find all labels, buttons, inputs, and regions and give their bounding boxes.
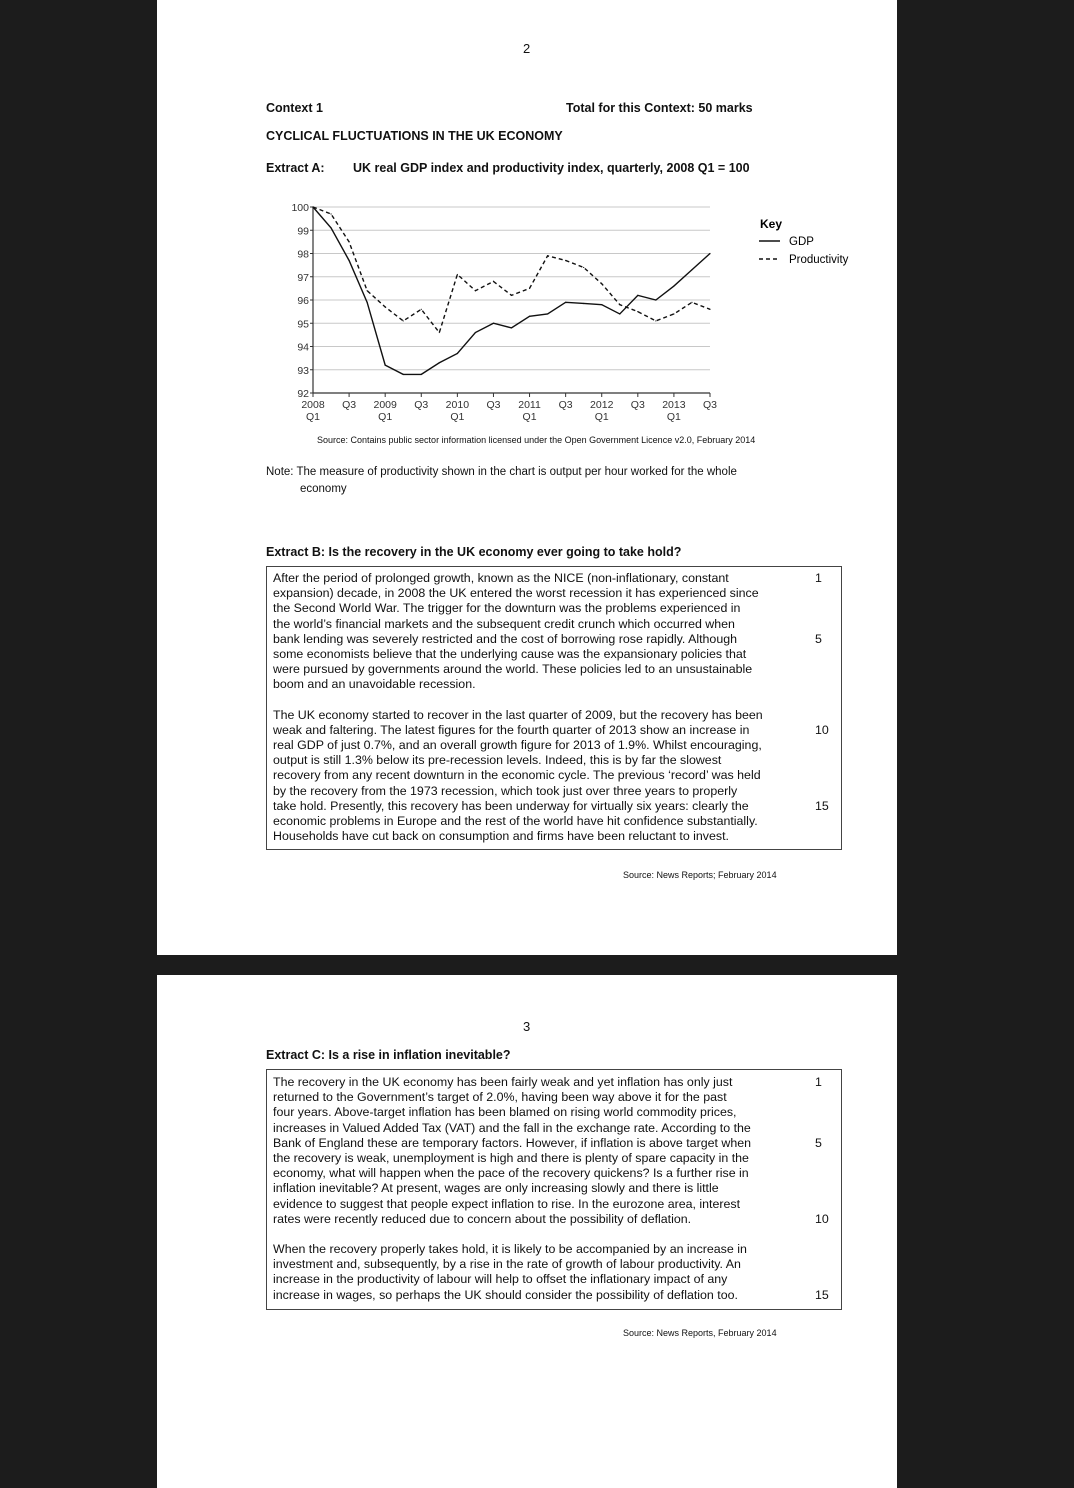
y-tick-label: 96 (297, 295, 309, 307)
extract-c-source: Source: News Reports, February 2014 (623, 1328, 777, 1338)
text-line (267, 1105, 841, 1120)
x-tick-label: Q3 (414, 399, 429, 411)
legend-label: Productivity (789, 254, 849, 266)
line-text: Bank of England these are temporary factors. However, if inflation is above target when (273, 1135, 751, 1150)
text-line (267, 814, 841, 829)
text-line (267, 723, 841, 738)
text-line (267, 1197, 841, 1212)
text-line (267, 677, 841, 692)
data-point (348, 260, 349, 261)
x-tick-label: Q3 (342, 399, 357, 411)
data-point (565, 302, 566, 303)
text-line (267, 586, 841, 601)
extract-a-title: UK real GDP index and productivity index, quarterly, 2008 Q1 = 100 (353, 161, 750, 175)
x-tick-label: 2008 (301, 399, 325, 411)
data-point (673, 285, 674, 286)
data-point (601, 283, 602, 284)
context-label: Context 1 (266, 101, 323, 115)
data-point (673, 313, 674, 314)
total-marks: Total for this Context: 50 marks (566, 101, 753, 115)
text-line (267, 708, 841, 723)
x-tick-label: Q1 (522, 411, 537, 423)
data-point (403, 320, 404, 321)
data-point (439, 332, 440, 333)
data-point (709, 253, 710, 254)
line-text: weak and faltering. The latest figures for the fourth quarter of 2013 show an increase in (273, 722, 750, 737)
line-text: increase in wages, so perhaps the UK should consider the possibility of deflation too. (273, 1287, 738, 1302)
data-point (529, 316, 530, 317)
data-point (583, 303, 584, 304)
text-line (267, 768, 841, 783)
line-number: 10 (815, 1211, 829, 1226)
data-point (385, 365, 386, 366)
note-line-2: economy (300, 483, 347, 495)
data-point (421, 309, 422, 310)
data-point (511, 295, 512, 296)
x-tick-label: Q3 (558, 399, 573, 411)
text-line (267, 662, 841, 677)
data-point (619, 313, 620, 314)
line-number: 1 (815, 1075, 822, 1089)
line-text: boom and an unavoidable recession. (273, 677, 476, 692)
page-3 (157, 975, 897, 1488)
series-line-productivity (313, 207, 710, 333)
data-point (691, 302, 692, 303)
text-line (267, 799, 841, 814)
line-text: recovery from any recent downturn in the economic cycle. The previous ‘record’ was held (273, 768, 761, 783)
data-point (655, 320, 656, 321)
data-point (565, 260, 566, 261)
text-line (267, 1227, 841, 1242)
line-number: 1 (815, 571, 822, 585)
text-line (267, 1257, 841, 1272)
y-tick-label: 92 (297, 388, 309, 400)
text-line (267, 571, 841, 586)
x-tick-label: 2011 (518, 399, 541, 411)
data-point (439, 362, 440, 363)
text-line (267, 632, 841, 647)
section-heading: CYCLICAL FLUCTUATIONS IN THE UK ECONOMY (266, 129, 563, 143)
line-number: 15 (815, 1287, 829, 1302)
data-point (457, 353, 458, 354)
x-tick-label: 2010 (445, 399, 470, 411)
data-point (709, 309, 710, 310)
data-point (421, 374, 422, 375)
line-number: 10 (815, 722, 829, 737)
data-point (691, 269, 692, 270)
y-tick-label: 100 (291, 202, 309, 214)
data-point (637, 311, 638, 312)
line-text: inflation inevitable? At present, wages are only increasing slowly and there is little (273, 1181, 719, 1196)
line-text: expansion) decade, in 2008 the UK entered the worst recession it has experienced since (273, 586, 759, 601)
text-line (267, 1121, 841, 1136)
text-line (267, 1075, 841, 1090)
text-line (267, 601, 841, 616)
text-line (267, 1090, 841, 1105)
data-point (583, 267, 584, 268)
line-text: bank lending was severely restricted and the cost of borrowing rose rapidly. Although (273, 631, 737, 646)
text-line (267, 784, 841, 799)
data-point (511, 327, 512, 328)
x-tick-label: Q1 (594, 411, 609, 423)
x-tick-label: Q3 (486, 399, 501, 411)
text-line (267, 1136, 841, 1151)
note-line-1: Note: The measure of productivity shown in the chart is output per hour worked for the whole (266, 466, 737, 478)
line-text: real GDP of just 0.7%, and an overall growth figure for 2013 of 1.9%. Whilst encouraging, (273, 738, 762, 753)
x-tick-label: 2013 (662, 399, 686, 411)
data-point (367, 302, 368, 303)
text-line (267, 647, 841, 662)
line-text: economy, what will happen when the pace of the recovery quickens? Is a further rise in (273, 1166, 749, 1181)
y-tick-label: 99 (297, 225, 309, 238)
data-point (367, 290, 368, 291)
line-text: four years. Above-target inflation has been blamed on rising world commodity prices, (273, 1105, 737, 1120)
data-point (547, 255, 548, 256)
text-line (267, 1288, 841, 1303)
extract-c-title: Extract C: Is a rise in inflation inevitable? (266, 1048, 511, 1062)
line-text: increase in the productivity of labour will help to offset the inflationary impact of any (273, 1272, 728, 1287)
data-point (330, 227, 331, 228)
line-text: The UK economy started to recover in the last quarter of 2009, but the recovery has been (273, 707, 763, 722)
data-point (655, 299, 656, 300)
line-text: After the period of prolonged growth, known as the NICE (non-inflationary, constant (273, 571, 729, 585)
x-tick-label: 2012 (590, 399, 614, 411)
y-tick-label: 98 (297, 248, 309, 261)
text-line (267, 738, 841, 753)
y-tick-label: 94 (297, 341, 309, 354)
x-tick-label: Q1 (378, 411, 393, 423)
extract-b-title: Extract B: Is the recovery in the UK economy ever going to take hold? (266, 545, 682, 559)
y-tick-label: 93 (297, 364, 309, 377)
data-point (637, 295, 638, 296)
x-tick-label: Q3 (630, 399, 645, 411)
data-point (601, 304, 602, 305)
line-text: the world’s financial markets and the subsequent credit crunch which occurred when (273, 616, 735, 631)
x-tick-label: Q1 (450, 411, 465, 423)
data-point (529, 288, 530, 289)
x-tick-label: 2009 (373, 399, 397, 411)
line-text: take hold. Presently, this recovery has been underway for virtually six years: clearly the (273, 798, 749, 813)
line-chart (272, 195, 849, 435)
x-tick-label: Q3 (702, 399, 718, 411)
x-tick-label: Q1 (305, 411, 321, 423)
line-text: the Second World War. The trigger for the downturn was the problems experienced in (273, 601, 741, 616)
text-line (267, 1212, 841, 1227)
line-text: The recovery in the UK economy has been fairly weak and yet inflation has only just (273, 1075, 733, 1089)
line-number: 5 (815, 1135, 822, 1150)
text-line (267, 753, 841, 768)
legend-label: GDP (789, 236, 814, 248)
page-number: 2 (523, 41, 531, 56)
data-point (348, 241, 349, 242)
data-point (475, 290, 476, 291)
data-point (330, 213, 331, 214)
line-text: by the recovery from the 1973 recession, which took just over three years to properly (273, 783, 738, 798)
text-line (267, 1166, 841, 1181)
text-line (267, 617, 841, 632)
data-point (312, 206, 313, 207)
line-text: increases in Valued Added Tax (VAT) and the fall in the exchange rate. According to the (273, 1120, 751, 1135)
line-text: some economists believe that the underlying cause was the expansionary policies that (273, 646, 747, 661)
line-text: economic problems in Europe and the rest of the world have hit confidence substantially. (273, 814, 758, 828)
line-number: 5 (815, 631, 822, 646)
extract-b-source: Source: News Reports; February 2014 (623, 870, 777, 880)
series-line-gdp (313, 207, 710, 374)
y-tick-label: 95 (297, 318, 309, 331)
text-line (267, 1181, 841, 1196)
data-point (385, 306, 386, 307)
page-2 (157, 0, 897, 955)
y-tick-label: 97 (297, 271, 309, 284)
text-line (267, 1242, 841, 1257)
line-text: returned to the Government’s target of 2.0%, having been way above it for the past (273, 1090, 727, 1105)
line-text: evidence to suggest that people expect inflation to rise. In the eurozone area, interest (273, 1196, 741, 1211)
line-text: output is still 1.3% below its pre-recession levels. Indeed, this is by far the slowest (273, 753, 722, 768)
extract-b-text (266, 566, 842, 850)
extract-a-label: Extract A: (266, 161, 325, 175)
text-line (267, 1151, 841, 1166)
legend-title: Key (760, 217, 783, 231)
data-point (547, 313, 548, 314)
data-point (493, 323, 494, 324)
line-text: the recovery is weak, unemployment is high and there is plenty of spare capacity in the (273, 1150, 749, 1165)
text-line (267, 1272, 841, 1287)
text-line (267, 829, 841, 844)
line-text: Households have cut back on consumption and firms have been reluctant to invest. (273, 829, 729, 844)
chart-source: Source: Contains public sector information licensed under the Open Government Licence v2.0, February 2014 (317, 435, 756, 445)
x-tick-label: Q1 (666, 411, 681, 423)
extract-c-text (266, 1069, 842, 1310)
line-text: rates were recently reduced due to concern about the possibility of deflation. (273, 1211, 692, 1226)
line-text: were pursued by governments around the world. These policies led to an unsustainable (273, 662, 753, 677)
page-number: 3 (523, 1019, 531, 1034)
data-point (619, 304, 620, 305)
line-text: When the recovery properly takes hold, it is likely to be accompanied by an increase in (273, 1242, 747, 1257)
data-point (403, 374, 404, 375)
text-line (267, 693, 841, 708)
data-point (475, 332, 476, 333)
data-point (493, 281, 494, 282)
data-point (457, 274, 458, 275)
line-number: 15 (815, 798, 829, 813)
line-text: investment and, subsequently, by a rise in the rate of growth of labour productivity. An (273, 1257, 741, 1272)
